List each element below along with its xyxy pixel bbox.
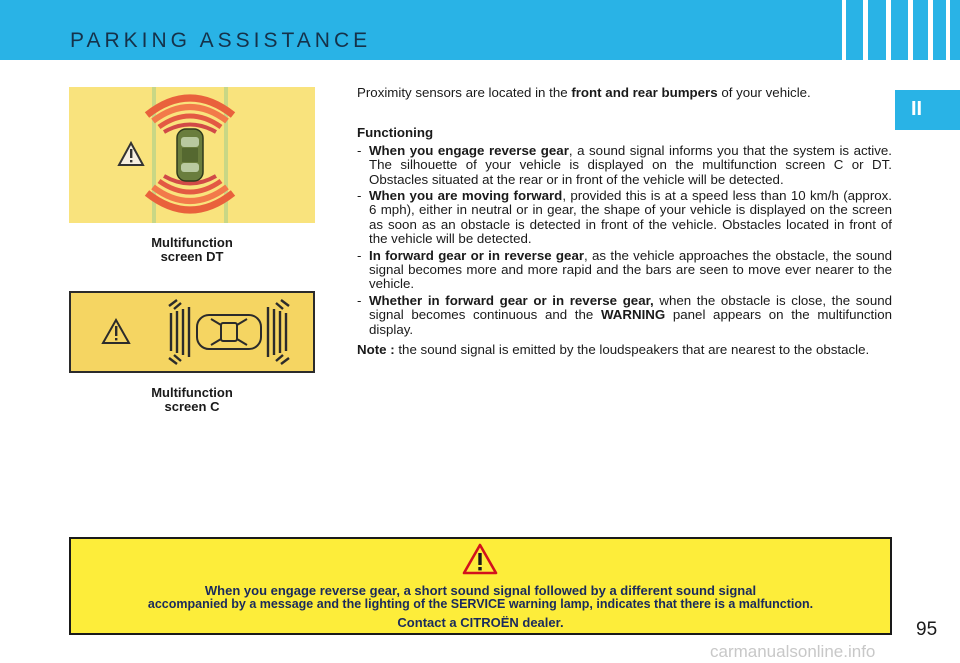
caption-screen-dt [69,236,315,264]
caption-line: Multifunction [151,235,233,250]
warning-triangle-icon [462,543,498,575]
intro-bold: front and rear bumpers [571,85,718,100]
watermark: carmanualsonline.info [710,642,876,661]
note-paragraph [357,343,892,357]
list-dash: - [357,188,362,204]
page-number: 95 [916,619,938,640]
list-item-text: , provided this is at a speed less than 10 km/h (approx. 6 mph), either in neutral or in gear, the shape of your vehicle is displayed on the screen as soon as an obstacle is detected in front of the vehicle. Obstacles located in front of the vehicle will be detected. [369,188,892,247]
note-label: Note : [357,342,395,358]
warning-line: accompanied by a message and the lighting of the SERVICE warning lamp, indicates that there is a malfunction. [147,597,814,611]
list-item-bold: When you engage reverse gear [369,142,569,158]
caption-screen-c [69,386,315,414]
sensor-bars-icon [69,87,315,223]
functioning-heading: Functioning [357,125,434,141]
header-bar [0,0,960,60]
figure-screen-c [69,291,315,373]
caption-line: Multifunction [151,385,233,400]
intro-paragraph [357,86,892,100]
car-top-view-icon [177,129,203,181]
warning-box [69,537,892,635]
list-item-bold: When you are moving forward [369,188,563,204]
list-dash: - [357,292,362,308]
list-item [357,294,892,337]
note-text: the sound signal is emitted by the loudspeakers that are nearest to the obstacle. [394,342,870,358]
caption-line: screen C [164,399,220,414]
list-item-bold: WARNING [600,307,666,323]
list-item-bold: Whether in forward gear or in reverse gear, [369,292,654,308]
list-item-bold: In forward gear or in reverse gear [369,247,585,263]
chapter-tab-label: II [911,98,923,120]
caption-line: screen DT [160,249,224,264]
list-item-text: , a sound signal informs you that the system is active. The silhouette of your vehicle is displayed on the multifunction screen C or DT. Obstacles situated at the rear or in front of the vehicle will be detected. [369,142,893,187]
figure-screen-dt [69,87,315,223]
header-stripes [842,0,960,60]
intro-text: Proximity sensors are located in the [357,85,572,100]
list-item-text: panel appears on the multifunction display. [369,307,892,337]
list-item [357,189,892,247]
sensor-bars-icon [71,293,313,371]
list-item [357,144,892,187]
body-text [357,86,892,358]
chapter-tab [895,90,960,130]
list-item-text: when the obstacle is close, the sound signal becomes continuous and the [369,292,892,323]
intro-text-end: of your vehicle. [717,85,811,100]
warning-line: When you engage reverse gear, a short sound signal followed by a different sound signal [204,583,757,598]
warning-contact: Contact a CITROËN dealer. [397,615,564,630]
list-item-text: , as the vehicle approaches the obstacle, the sound signal becomes more and more rapid and the bars are seen to move ever nearer to the vehicle. [369,247,892,292]
page-title: PARKING ASSISTANCE [70,29,372,52]
list-dash: - [357,247,362,263]
list-dash: - [357,142,362,158]
list-item [357,249,892,292]
